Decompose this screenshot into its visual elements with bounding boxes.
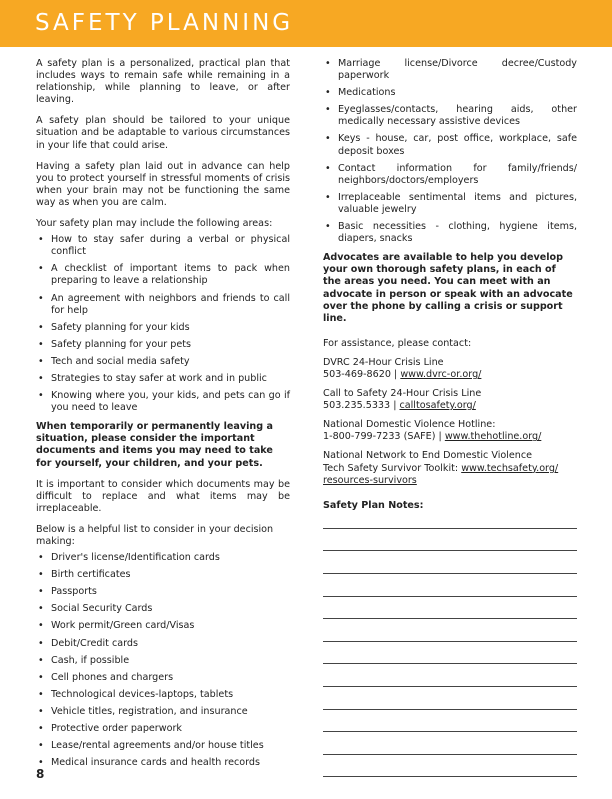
notes-lines <box>323 528 577 778</box>
note-line[interactable] <box>323 686 577 687</box>
list-item: • Birth certificates <box>36 569 290 581</box>
list-item: • Debit/Credit cards <box>36 638 290 650</box>
intro-paragraph: Your safety plan may include the following areas: <box>36 218 273 230</box>
contact-subtitle: Tech Safety Survivor Toolkit: <box>323 462 459 474</box>
list-item: • Strategies to stay safer at work and in public <box>36 373 290 385</box>
contact-name: DVRC 24-Hour Crisis Line <box>323 356 444 368</box>
note-line[interactable] <box>323 663 577 664</box>
intro-paragraph: A safety plan is a personalized, practical plan that includes ways to remain safe while remaining in a relationship, while planning to leave, or after leaving. <box>36 58 290 106</box>
note-line[interactable] <box>323 776 577 777</box>
list-item: • Knowing where you, your kids, and pets can go if you need to leave <box>36 390 290 414</box>
note-line[interactable] <box>323 731 577 732</box>
list-item: • Protective order paperwork <box>36 723 290 735</box>
list-item: • Lease/rental agreements and/or house titles <box>36 740 290 752</box>
list-item: • Safety planning for your kids <box>36 322 290 334</box>
documents-list <box>36 552 290 769</box>
page-header <box>0 0 612 47</box>
documents-list-continued <box>323 58 577 245</box>
list-item: • Safety planning for your pets <box>36 339 290 351</box>
contact-hotline: National Domestic Violence Hotline: 1-800-799-7233 (SAFE) | www.thehotline.org/ <box>323 419 577 443</box>
note-line[interactable] <box>323 596 577 597</box>
list-item: • Medical insurance cards and health records <box>36 757 290 769</box>
advocates-note: Advocates are available to help you develop your own thorough safety plans, in each of the areas you need. You can meet with an advocate in person or speak with an advocate over the phone by calling a crisis or support line. <box>323 252 573 324</box>
list-item: • Technological devices-laptops, tablets <box>36 689 290 701</box>
list-item: • Marriage license/Divorce decree/Custody paperwork <box>323 58 577 82</box>
contact-call-to-safety: Call to Safety 24-Hour Crisis Line 503.235.5333 | calltosafety.org/ <box>323 388 577 412</box>
list-item: • Social Security Cards <box>36 603 290 615</box>
list-item: • Keys - house, car, post office, workplace, safe deposit boxes <box>323 133 577 157</box>
list-item: • Eyeglasses/contacts, hearing aids, other medically necessary assistive devices <box>323 104 577 128</box>
hotline-link[interactable]: www.thehotline.org/ <box>444 431 542 443</box>
list-item: • Medications <box>323 87 577 99</box>
areas-list <box>36 234 290 414</box>
list-item: • Contact information for family/friends/ neighbors/doctors/employers <box>323 163 577 187</box>
contact-phone: 503-469-8620 <box>323 368 391 380</box>
list-item: • Irreplaceable sentimental items and pictures, valuable jewelry <box>323 192 577 216</box>
note-line[interactable] <box>323 641 577 642</box>
left-column <box>36 58 290 776</box>
page-number: 8 <box>36 767 45 781</box>
note-line[interactable] <box>323 754 577 755</box>
list-item: • Cell phones and chargers <box>36 672 290 684</box>
note-line[interactable] <box>323 709 577 710</box>
page-title: SAFETY PLANNING <box>35 10 294 36</box>
right-column <box>323 58 577 799</box>
note-line[interactable] <box>323 573 577 574</box>
intro-paragraph: Having a safety plan laid out in advance can help you to protect yourself in stressful moments of crisis when your brain may not be functioning the same way as when you are calm. <box>36 160 290 208</box>
note-line[interactable] <box>323 618 577 619</box>
list-item: • A checklist of important items to pack when preparing to leave a relationship <box>36 263 290 287</box>
contact-name: National Domestic Violence Hotline: <box>323 419 496 431</box>
contact-name: Call to Safety 24-Hour Crisis Line <box>323 388 482 400</box>
list-item: • Work permit/Green card/Visas <box>36 620 290 632</box>
list-item: • Tech and social media safety <box>36 356 290 368</box>
list-item: • Vehicle titles, registration, and insurance <box>36 706 290 718</box>
contact-nnedv <box>323 450 577 486</box>
note-line[interactable] <box>323 550 577 551</box>
contact-dvrc: DVRC 24-Hour Crisis Line 503-469-8620 | www.dvrc-or.org/ <box>323 357 577 381</box>
documents-paragraph: It is important to consider which documents may be difficult to replace and what items may be irreplaceable. <box>36 478 290 514</box>
techsafety-link[interactable]: www.techsafety.org/ resources-survivors <box>323 462 559 486</box>
intro-paragraph: A safety plan should be tailored to your unique situation and be adaptable to various circumstances in your life that could arise. <box>36 115 290 151</box>
contact-name: National Network to End Domestic Violence <box>323 450 533 462</box>
list-item: • Passports <box>36 586 290 598</box>
assistance-intro: For assistance, please contact: <box>323 337 472 349</box>
calltosafety-link[interactable]: calltosafety.org/ <box>399 400 476 412</box>
bold-note: When temporarily or permanently leaving a situation, please consider the important documents and items you may need to take for yourself, your children, and your pets. <box>36 421 273 469</box>
contact-phone: 503.235.5333 <box>323 400 391 412</box>
list-item: • Cash, if possible <box>36 655 290 667</box>
note-line[interactable] <box>323 528 577 529</box>
list-intro-paragraph: Below is a helpful list to consider in your decision making: <box>36 523 274 547</box>
list-item: • An agreement with neighbors and friends to call for help <box>36 293 290 317</box>
notes-title: Safety Plan Notes: <box>323 499 424 511</box>
dvrc-link[interactable]: www.dvrc-or.org/ <box>400 368 482 380</box>
contact-phone: 1-800-799-7233 (SAFE) <box>323 431 436 443</box>
list-item: • How to stay safer during a verbal or physical conflict <box>36 234 290 258</box>
list-item: • Driver's license/Identification cards <box>36 552 290 564</box>
list-item: • Basic necessities - clothing, hygiene items, diapers, snacks <box>323 221 577 245</box>
